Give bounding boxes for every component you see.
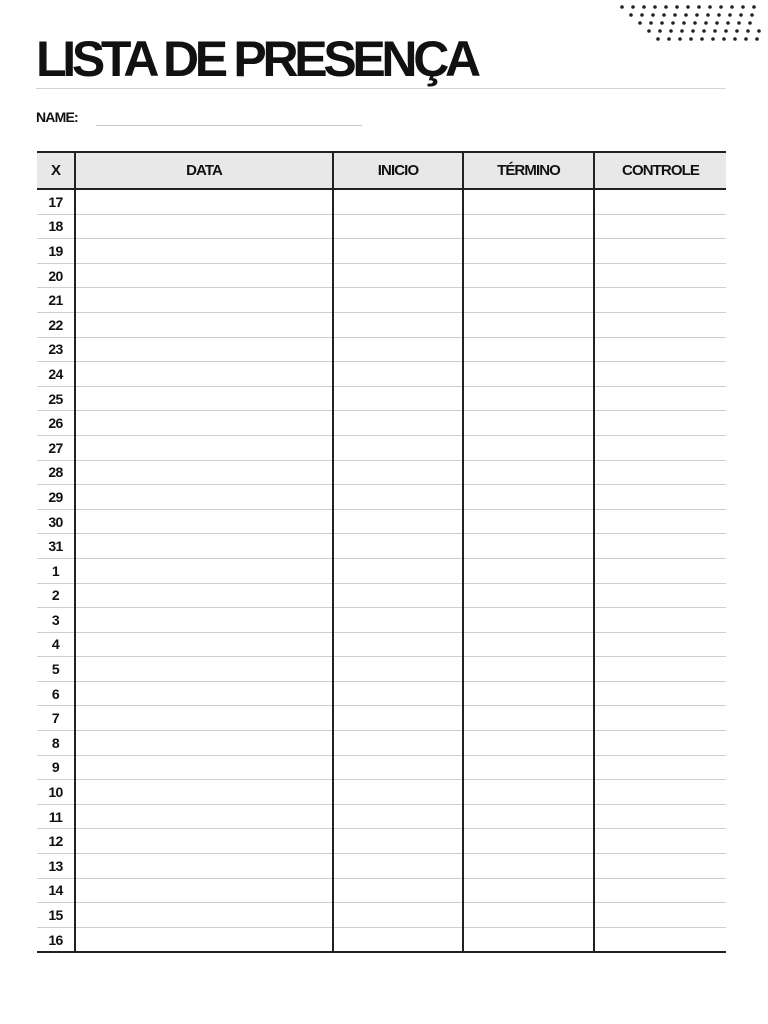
termino-cell[interactable] bbox=[463, 927, 594, 952]
decorative-dot bbox=[651, 13, 655, 17]
row-number: 12 bbox=[37, 829, 75, 854]
decorative-dot bbox=[658, 29, 662, 33]
table-row bbox=[37, 632, 726, 657]
table-row bbox=[37, 854, 726, 879]
termino-cell[interactable] bbox=[463, 509, 594, 534]
decorative-dot bbox=[689, 37, 693, 41]
termino-cell[interactable] bbox=[463, 386, 594, 411]
data-cell[interactable] bbox=[75, 927, 333, 952]
controle-cell[interactable] bbox=[594, 337, 726, 362]
table-row bbox=[37, 411, 726, 436]
row-number: 22 bbox=[37, 312, 75, 337]
name-field[interactable] bbox=[96, 125, 362, 126]
inicio-cell[interactable] bbox=[333, 632, 463, 657]
table-row bbox=[37, 214, 726, 239]
inicio-cell[interactable] bbox=[333, 239, 463, 264]
decorative-dot bbox=[675, 5, 679, 9]
row-number: 4 bbox=[37, 632, 75, 657]
decorative-dot bbox=[673, 13, 677, 17]
name-label: NAME: bbox=[36, 109, 78, 125]
decorative-dot bbox=[697, 5, 701, 9]
termino-cell[interactable] bbox=[463, 829, 594, 854]
row-number: 10 bbox=[37, 780, 75, 805]
controle-cell[interactable] bbox=[594, 239, 726, 264]
controle-cell[interactable] bbox=[594, 755, 726, 780]
controle-cell[interactable] bbox=[594, 189, 726, 214]
decorative-dot bbox=[717, 13, 721, 17]
decorative-dot bbox=[642, 5, 646, 9]
decorative-dot bbox=[656, 37, 660, 41]
controle-cell[interactable] bbox=[594, 632, 726, 657]
decorative-dot bbox=[660, 21, 664, 25]
decorative-dot bbox=[653, 5, 657, 9]
inicio-cell[interactable] bbox=[333, 755, 463, 780]
decorative-dot bbox=[733, 37, 737, 41]
data-cell[interactable] bbox=[75, 337, 333, 362]
data-cell[interactable] bbox=[75, 657, 333, 682]
controle-cell[interactable] bbox=[594, 558, 726, 583]
data-cell[interactable] bbox=[75, 583, 333, 608]
data-cell[interactable] bbox=[75, 460, 333, 485]
termino-cell[interactable] bbox=[463, 362, 594, 387]
row-number: 29 bbox=[37, 485, 75, 510]
termino-cell[interactable] bbox=[463, 189, 594, 214]
controle-cell[interactable] bbox=[594, 927, 726, 952]
termino-cell[interactable] bbox=[463, 337, 594, 362]
data-cell[interactable] bbox=[75, 681, 333, 706]
row-number: 23 bbox=[37, 337, 75, 362]
row-number: 16 bbox=[37, 927, 75, 952]
inicio-cell[interactable] bbox=[333, 608, 463, 633]
controle-cell[interactable] bbox=[594, 288, 726, 313]
decorative-dot bbox=[728, 13, 732, 17]
row-number: 6 bbox=[37, 681, 75, 706]
inicio-cell[interactable] bbox=[333, 903, 463, 928]
termino-cell[interactable] bbox=[463, 706, 594, 731]
inicio-cell[interactable] bbox=[333, 312, 463, 337]
table-row bbox=[37, 681, 726, 706]
controle-cell[interactable] bbox=[594, 804, 726, 829]
inicio-cell[interactable] bbox=[333, 583, 463, 608]
decorative-dot bbox=[719, 5, 723, 9]
termino-cell[interactable] bbox=[463, 263, 594, 288]
row-number: 28 bbox=[37, 460, 75, 485]
data-cell[interactable] bbox=[75, 632, 333, 657]
row-number: 26 bbox=[37, 411, 75, 436]
termino-cell[interactable] bbox=[463, 804, 594, 829]
data-cell[interactable] bbox=[75, 780, 333, 805]
termino-cell[interactable] bbox=[463, 854, 594, 879]
data-cell[interactable] bbox=[75, 558, 333, 583]
table-row bbox=[37, 558, 726, 583]
row-number: 21 bbox=[37, 288, 75, 313]
decorative-dot bbox=[704, 21, 708, 25]
column-header-inicio: INICIO bbox=[333, 152, 463, 189]
termino-cell[interactable] bbox=[463, 632, 594, 657]
decorative-dot bbox=[647, 29, 651, 33]
termino-cell[interactable] bbox=[463, 460, 594, 485]
controle-cell[interactable] bbox=[594, 214, 726, 239]
inicio-cell[interactable] bbox=[333, 731, 463, 756]
table-row bbox=[37, 288, 726, 313]
inicio-cell[interactable] bbox=[333, 706, 463, 731]
data-cell[interactable] bbox=[75, 509, 333, 534]
inicio-cell[interactable] bbox=[333, 558, 463, 583]
decorative-dot-pattern bbox=[618, 3, 764, 43]
decorative-dot bbox=[737, 21, 741, 25]
table-header-row bbox=[37, 152, 726, 189]
termino-cell[interactable] bbox=[463, 214, 594, 239]
table-row bbox=[37, 657, 726, 682]
decorative-dot bbox=[706, 13, 710, 17]
data-cell[interactable] bbox=[75, 878, 333, 903]
row-number: 20 bbox=[37, 263, 75, 288]
inicio-cell[interactable] bbox=[333, 288, 463, 313]
title-divider bbox=[36, 88, 726, 89]
controle-cell[interactable] bbox=[594, 460, 726, 485]
inicio-cell[interactable] bbox=[333, 214, 463, 239]
inicio-cell[interactable] bbox=[333, 485, 463, 510]
decorative-dot bbox=[746, 29, 750, 33]
termino-cell[interactable] bbox=[463, 903, 594, 928]
data-cell[interactable] bbox=[75, 288, 333, 313]
decorative-dot bbox=[667, 37, 671, 41]
row-number: 1 bbox=[37, 558, 75, 583]
row-number: 8 bbox=[37, 731, 75, 756]
decorative-dot bbox=[662, 13, 666, 17]
table-row bbox=[37, 189, 726, 214]
data-cell[interactable] bbox=[75, 903, 333, 928]
table-row bbox=[37, 583, 726, 608]
row-number: 30 bbox=[37, 509, 75, 534]
table-row bbox=[37, 534, 726, 559]
controle-cell[interactable] bbox=[594, 534, 726, 559]
row-number: 31 bbox=[37, 534, 75, 559]
column-header-x: X bbox=[37, 152, 75, 189]
table-row bbox=[37, 263, 726, 288]
row-number: 19 bbox=[37, 239, 75, 264]
row-number: 27 bbox=[37, 435, 75, 460]
decorative-dot bbox=[669, 29, 673, 33]
table-row bbox=[37, 435, 726, 460]
inicio-cell[interactable] bbox=[333, 534, 463, 559]
termino-cell[interactable] bbox=[463, 239, 594, 264]
data-cell[interactable] bbox=[75, 435, 333, 460]
data-cell[interactable] bbox=[75, 312, 333, 337]
decorative-dot bbox=[678, 37, 682, 41]
table-row bbox=[37, 755, 726, 780]
decorative-dot bbox=[693, 21, 697, 25]
table-row bbox=[37, 386, 726, 411]
table-row bbox=[37, 804, 726, 829]
row-number: 3 bbox=[37, 608, 75, 633]
data-cell[interactable] bbox=[75, 362, 333, 387]
controle-cell[interactable] bbox=[594, 386, 726, 411]
termino-cell[interactable] bbox=[463, 731, 594, 756]
row-number: 7 bbox=[37, 706, 75, 731]
controle-cell[interactable] bbox=[594, 780, 726, 805]
controle-cell[interactable] bbox=[594, 411, 726, 436]
row-number: 24 bbox=[37, 362, 75, 387]
column-header-controle: CONTROLE bbox=[594, 152, 726, 189]
controle-cell[interactable] bbox=[594, 829, 726, 854]
row-number: 13 bbox=[37, 854, 75, 879]
table-row bbox=[37, 362, 726, 387]
termino-cell[interactable] bbox=[463, 485, 594, 510]
data-cell[interactable] bbox=[75, 829, 333, 854]
inicio-cell[interactable] bbox=[333, 411, 463, 436]
decorative-dot bbox=[730, 5, 734, 9]
controle-cell[interactable] bbox=[594, 362, 726, 387]
inicio-cell[interactable] bbox=[333, 657, 463, 682]
table-row bbox=[37, 239, 726, 264]
decorative-dot bbox=[744, 37, 748, 41]
inicio-cell[interactable] bbox=[333, 362, 463, 387]
table-row bbox=[37, 878, 726, 903]
decorative-dot bbox=[631, 5, 635, 9]
inicio-cell[interactable] bbox=[333, 927, 463, 952]
controle-cell[interactable] bbox=[594, 706, 726, 731]
decorative-dot bbox=[711, 37, 715, 41]
row-number: 5 bbox=[37, 657, 75, 682]
decorative-dot bbox=[722, 37, 726, 41]
data-cell[interactable] bbox=[75, 386, 333, 411]
decorative-dot bbox=[726, 21, 730, 25]
termino-cell[interactable] bbox=[463, 583, 594, 608]
controle-cell[interactable] bbox=[594, 854, 726, 879]
decorative-dot bbox=[700, 37, 704, 41]
data-cell[interactable] bbox=[75, 706, 333, 731]
attendance-table bbox=[37, 151, 726, 953]
inicio-cell[interactable] bbox=[333, 804, 463, 829]
decorative-dot bbox=[691, 29, 695, 33]
termino-cell[interactable] bbox=[463, 288, 594, 313]
decorative-dot bbox=[638, 21, 642, 25]
inicio-cell[interactable] bbox=[333, 854, 463, 879]
decorative-dot bbox=[750, 13, 754, 17]
decorative-dot bbox=[620, 5, 624, 9]
decorative-dot bbox=[713, 29, 717, 33]
termino-cell[interactable] bbox=[463, 608, 594, 633]
table-row bbox=[37, 337, 726, 362]
decorative-dot bbox=[748, 21, 752, 25]
data-cell[interactable] bbox=[75, 263, 333, 288]
table-row bbox=[37, 903, 726, 928]
termino-cell[interactable] bbox=[463, 312, 594, 337]
inicio-cell[interactable] bbox=[333, 829, 463, 854]
controle-cell[interactable] bbox=[594, 583, 726, 608]
controle-cell[interactable] bbox=[594, 608, 726, 633]
data-cell[interactable] bbox=[75, 214, 333, 239]
termino-cell[interactable] bbox=[463, 657, 594, 682]
decorative-dot bbox=[715, 21, 719, 25]
row-number: 2 bbox=[37, 583, 75, 608]
inicio-cell[interactable] bbox=[333, 509, 463, 534]
decorative-dot bbox=[752, 5, 756, 9]
decorative-dot bbox=[686, 5, 690, 9]
termino-cell[interactable] bbox=[463, 558, 594, 583]
inicio-cell[interactable] bbox=[333, 337, 463, 362]
decorative-dot bbox=[664, 5, 668, 9]
data-cell[interactable] bbox=[75, 411, 333, 436]
data-cell[interactable] bbox=[75, 804, 333, 829]
row-number: 25 bbox=[37, 386, 75, 411]
termino-cell[interactable] bbox=[463, 534, 594, 559]
controle-cell[interactable] bbox=[594, 312, 726, 337]
row-number: 15 bbox=[37, 903, 75, 928]
table-row bbox=[37, 731, 726, 756]
inicio-cell[interactable] bbox=[333, 386, 463, 411]
inicio-cell[interactable] bbox=[333, 780, 463, 805]
termino-cell[interactable] bbox=[463, 878, 594, 903]
row-number: 14 bbox=[37, 878, 75, 903]
controle-cell[interactable] bbox=[594, 903, 726, 928]
termino-cell[interactable] bbox=[463, 435, 594, 460]
table-row bbox=[37, 312, 726, 337]
row-number: 18 bbox=[37, 214, 75, 239]
data-cell[interactable] bbox=[75, 189, 333, 214]
decorative-dot bbox=[680, 29, 684, 33]
inicio-cell[interactable] bbox=[333, 435, 463, 460]
decorative-dot bbox=[724, 29, 728, 33]
controle-cell[interactable] bbox=[594, 657, 726, 682]
decorative-dot bbox=[708, 5, 712, 9]
data-cell[interactable] bbox=[75, 854, 333, 879]
decorative-dot bbox=[755, 37, 759, 41]
column-header-data: DATA bbox=[75, 152, 333, 189]
termino-cell[interactable] bbox=[463, 681, 594, 706]
inicio-cell[interactable] bbox=[333, 189, 463, 214]
data-cell[interactable] bbox=[75, 485, 333, 510]
inicio-cell[interactable] bbox=[333, 460, 463, 485]
controle-cell[interactable] bbox=[594, 681, 726, 706]
controle-cell[interactable] bbox=[594, 731, 726, 756]
table-row bbox=[37, 927, 726, 952]
decorative-dot bbox=[735, 29, 739, 33]
data-cell[interactable] bbox=[75, 608, 333, 633]
controle-cell[interactable] bbox=[594, 878, 726, 903]
decorative-dot bbox=[702, 29, 706, 33]
data-cell[interactable] bbox=[75, 239, 333, 264]
decorative-dot bbox=[695, 13, 699, 17]
inicio-cell[interactable] bbox=[333, 263, 463, 288]
controle-cell[interactable] bbox=[594, 485, 726, 510]
row-number: 17 bbox=[37, 189, 75, 214]
inicio-cell[interactable] bbox=[333, 681, 463, 706]
controle-cell[interactable] bbox=[594, 263, 726, 288]
data-cell[interactable] bbox=[75, 755, 333, 780]
table-row bbox=[37, 829, 726, 854]
row-number: 9 bbox=[37, 755, 75, 780]
decorative-dot bbox=[757, 29, 761, 33]
decorative-dot bbox=[741, 5, 745, 9]
decorative-dot bbox=[640, 13, 644, 17]
controle-cell[interactable] bbox=[594, 509, 726, 534]
termino-cell[interactable] bbox=[463, 411, 594, 436]
page-title: LISTA DE PRESENÇA bbox=[36, 31, 477, 87]
termino-cell[interactable] bbox=[463, 755, 594, 780]
table-row bbox=[37, 706, 726, 731]
table-row bbox=[37, 460, 726, 485]
inicio-cell[interactable] bbox=[333, 878, 463, 903]
decorative-dot bbox=[684, 13, 688, 17]
decorative-dot bbox=[629, 13, 633, 17]
data-cell[interactable] bbox=[75, 731, 333, 756]
row-number: 11 bbox=[37, 804, 75, 829]
table-row bbox=[37, 485, 726, 510]
data-cell[interactable] bbox=[75, 534, 333, 559]
controle-cell[interactable] bbox=[594, 435, 726, 460]
table-row bbox=[37, 509, 726, 534]
table-row bbox=[37, 608, 726, 633]
column-header-termino: TÉRMINO bbox=[463, 152, 594, 189]
decorative-dot bbox=[682, 21, 686, 25]
decorative-dot bbox=[649, 21, 653, 25]
decorative-dot bbox=[671, 21, 675, 25]
table-row bbox=[37, 780, 726, 805]
termino-cell[interactable] bbox=[463, 780, 594, 805]
decorative-dot bbox=[739, 13, 743, 17]
